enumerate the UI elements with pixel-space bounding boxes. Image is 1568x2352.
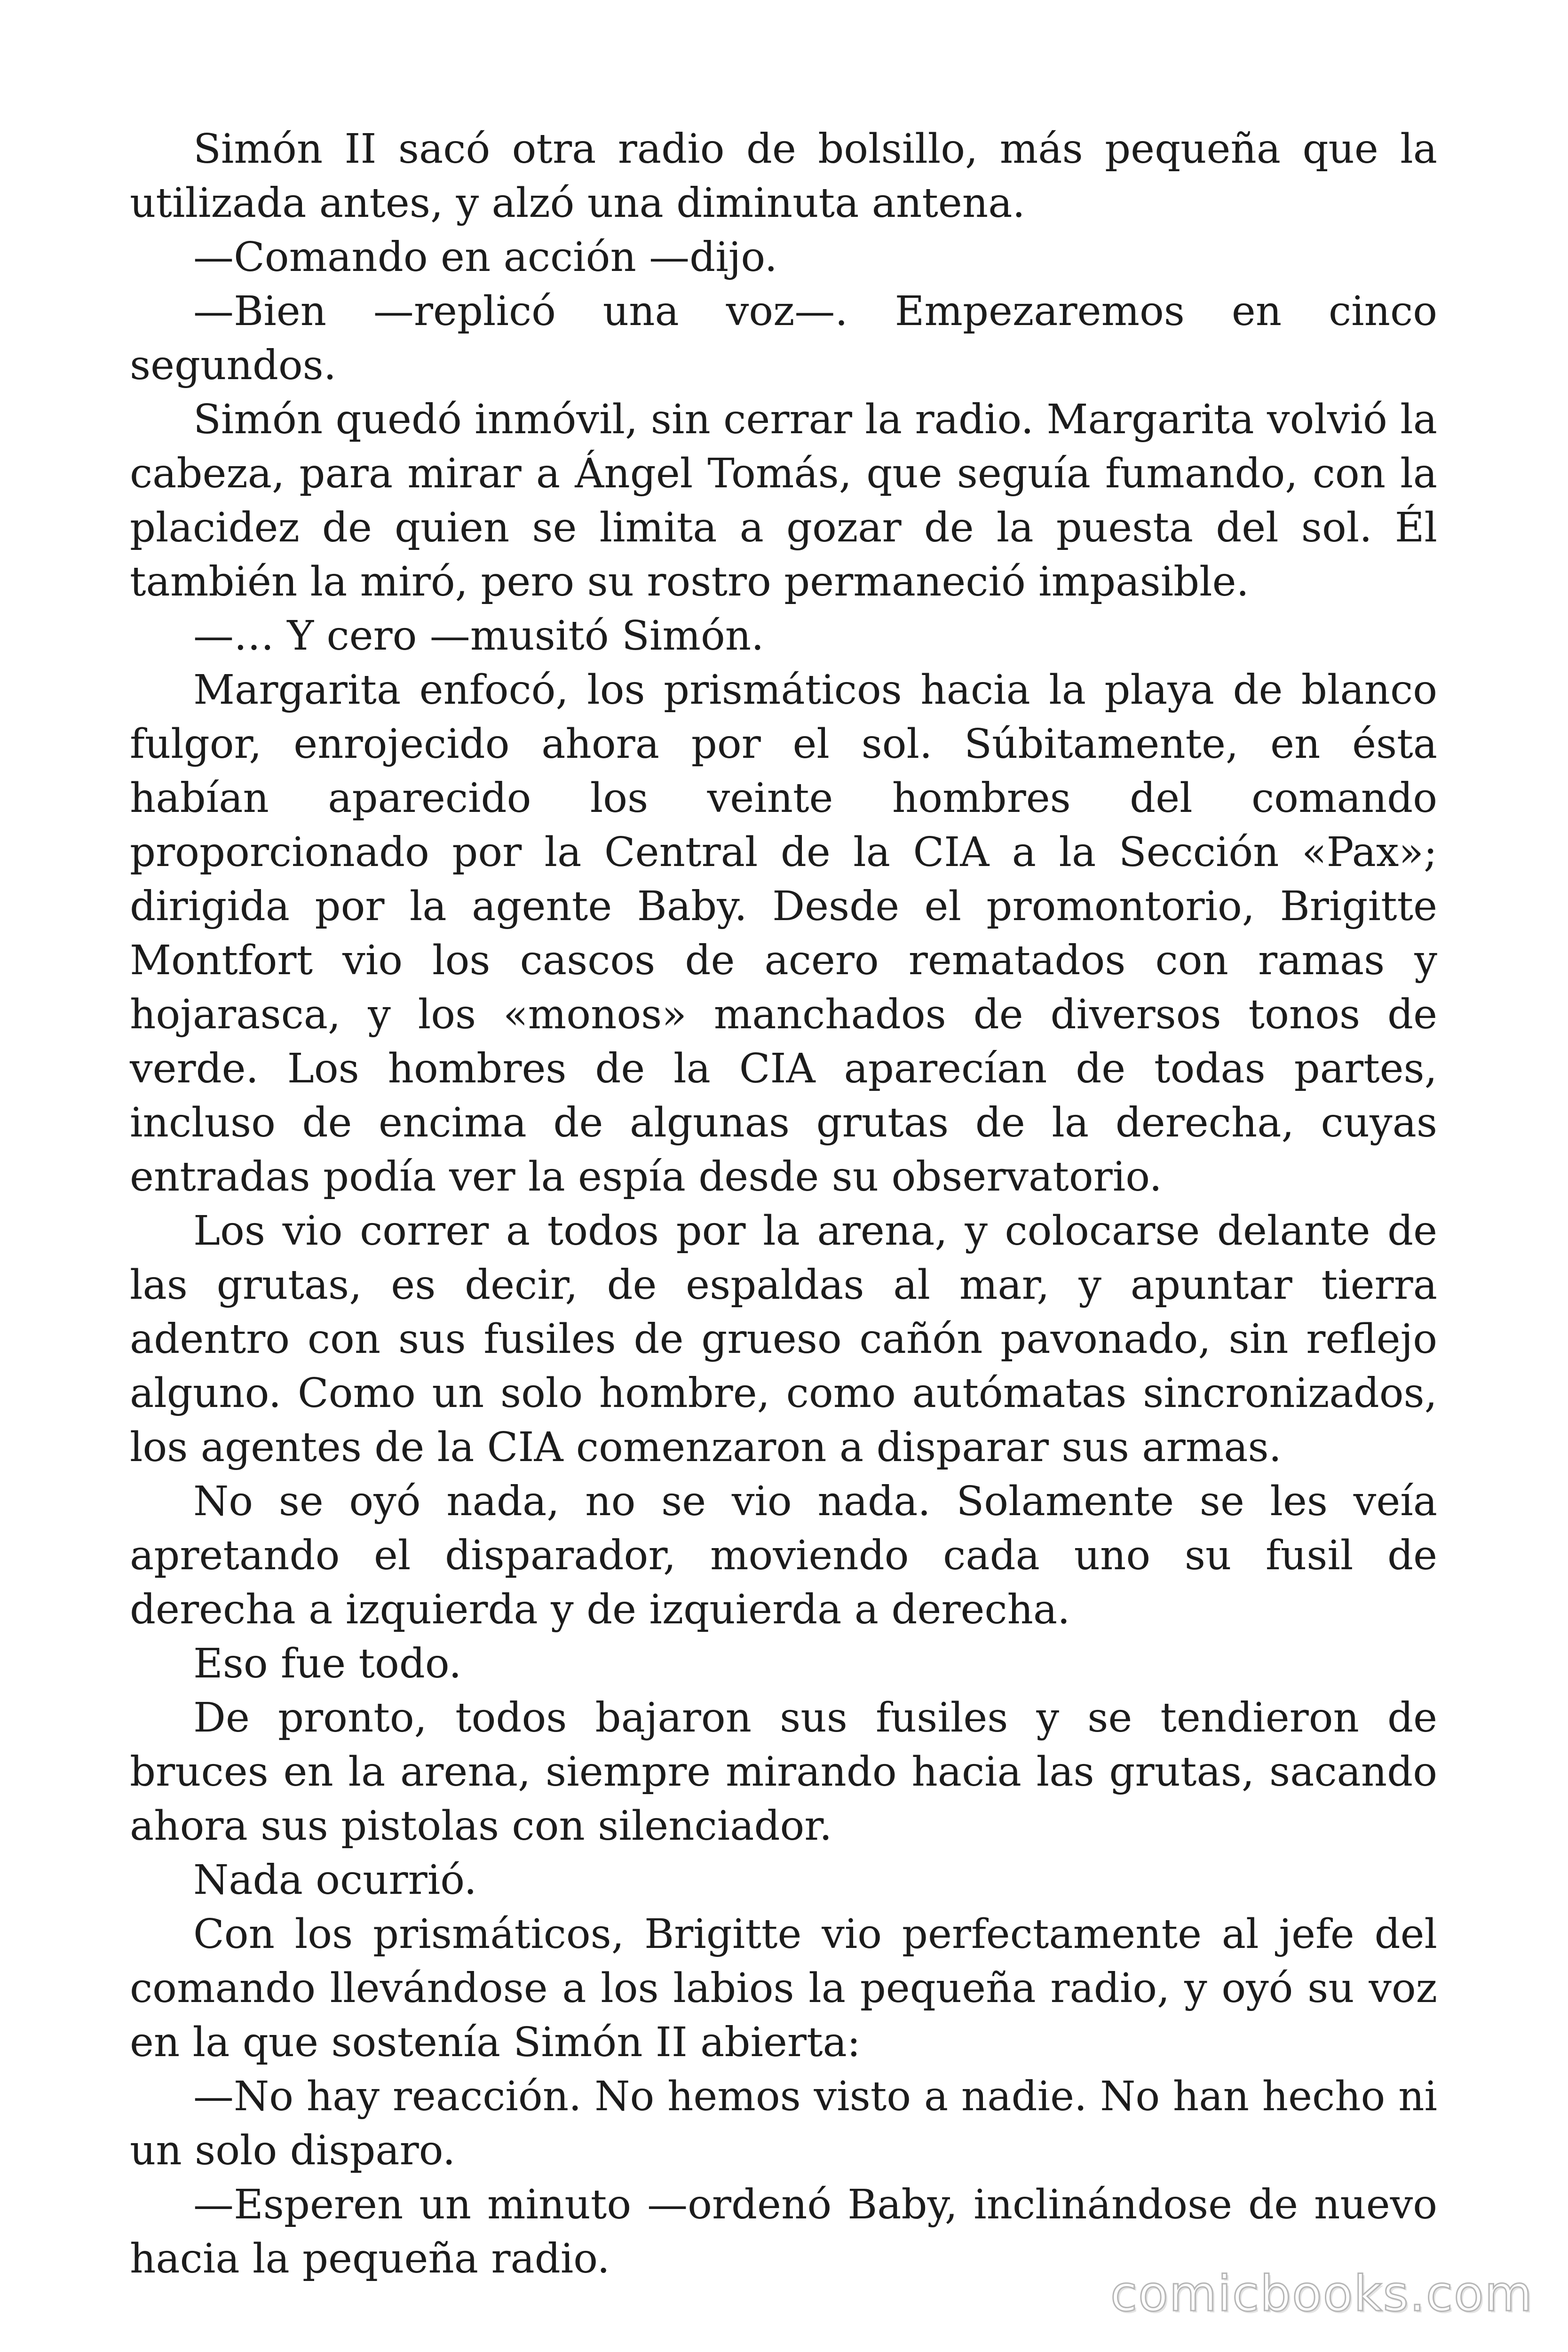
paragraph: Simón quedó inmóvil, sin cerrar la radio. Margarita volvió la cabeza, para mirar a Ángel Tomás, que seguía fumando, con la placidez de quien se limita a gozar de la puesta del sol. Él también la miró, pero su rostro permaneció impasible.	[130, 396, 1437, 605]
paragraph: —Bien —replicó una voz—. Empezaremos en cinco segundos.	[130, 288, 1437, 389]
paragraph: Nada ocurrió.	[193, 1857, 477, 1904]
paragraph: De pronto, todos bajaron sus fusiles y se tendieron de bruces en la arena, siempre mirando hacia las grutas, sacando ahora sus pistolas con silenciador.	[130, 1694, 1437, 1850]
paragraph: —… Y cero —musitó Simón.	[193, 612, 764, 660]
paragraph: No se oyó nada, no se vio nada. Solamente se les veía apretando el disparador, moviendo cada uno su fusil de derecha a izquierda y de izquierda a derecha.	[130, 1478, 1437, 1633]
paragraph: Eso fue todo.	[193, 1640, 462, 1687]
paragraph: —No hay reacción. No hemos visto a nadie. No han hecho ni un solo disparo.	[130, 2073, 1437, 2174]
paragraph: Margarita enfocó, los prismáticos hacia la playa de blanco fulgor, enrojecido ahora por el sol. Súbitamente, en ésta habían aparecido los veinte hombres del comando proporcionado por la Central de la CIA a la Sección «Pax»; dirigida por la agente Baby. Desde el promontorio, Brigitte Montfort vio los cascos de acero rematados con ramas y hojarasca, y los «monos» manchados de diversos tonos de verde. Los hombres de la CIA aparecían de todas partes, incluso de encima de algunas grutas de la derecha, cuyas entradas podía ver la espía desde su observatorio.	[130, 667, 1437, 1200]
page-body-text	[130, 122, 1437, 2286]
watermark: comicbooks.com	[1110, 2265, 1533, 2322]
paragraph: Los vio correr a todos por la arena, y colocarse delante de las grutas, es decir, de espaldas al mar, y apuntar tierra adentro con sus fusiles de grueso cañón pavonado, sin reflejo alguno. Como un solo hombre, como autómatas sincronizados, los agentes de la CIA comenzaron a disparar sus armas.	[130, 1208, 1437, 1471]
paragraph: —Comando en acción —dijo.	[193, 234, 778, 281]
paragraph: —Esperen un minuto —ordenó Baby, inclinándose de nuevo hacia la pequeña radio.	[130, 2181, 1437, 2282]
paragraph: Simón II sacó otra radio de bolsillo, más pequeña que la utilizada antes, y alzó una diminuta antena.	[130, 126, 1437, 227]
paragraph: Con los prismáticos, Brigitte vio perfectamente al jefe del comando llevándose a los labios la pequeña radio, y oyó su voz en la que sostenía Simón II abierta:	[130, 1911, 1437, 2066]
